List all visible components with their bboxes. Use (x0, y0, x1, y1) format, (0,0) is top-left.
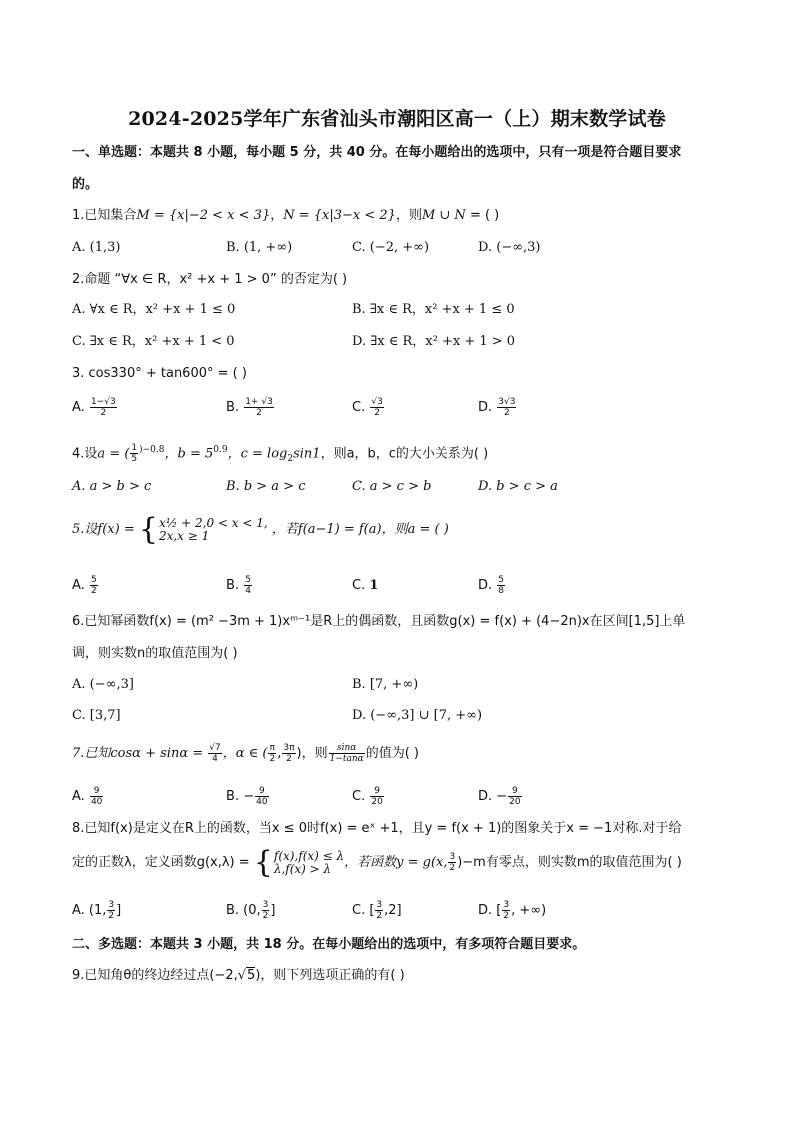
q9-prefix: 9.已知角θ的终边经过点(−2, (72, 968, 238, 983)
q3-c-den: 2 (374, 408, 380, 418)
q5-d-den: 8 (498, 586, 505, 596)
q8-a-frac (107, 900, 115, 921)
q5-b-den: 4 (245, 586, 251, 596)
q9-suffix: )，则下列选项正确的有( ) (255, 968, 405, 983)
q7-f4-den: 1−tanα (329, 754, 364, 764)
q1-option-a: A. (1,3) (72, 240, 121, 255)
q8-c-den: 2 (376, 911, 383, 921)
q4-a-exp: )−0.8 (139, 445, 165, 455)
q1-suffix: = ( ) (465, 208, 500, 223)
q1-mid: ，则 (395, 208, 422, 223)
q4-a-frac (130, 443, 138, 464)
q8-brace: { (253, 844, 273, 880)
section1-heading-cont (72, 176, 98, 194)
q3-d-frac (497, 397, 516, 418)
q8-d-num: 3 (503, 900, 510, 910)
q3-option-d (478, 397, 517, 418)
q7-f2-num: π (269, 743, 276, 753)
q3-d-label: D. (478, 400, 493, 415)
q9-sqrt-value: 5 (247, 968, 256, 983)
exam-title: 2024-2025学年广东省汕头市潮阳区高一（上）期末数学试卷 (128, 108, 666, 130)
question-5 (72, 513, 449, 549)
q7-option-b (226, 786, 270, 807)
q8-c-frac (375, 900, 383, 921)
q5-b-num: 5 (245, 575, 251, 585)
q5-cases (159, 517, 268, 543)
q7-mid: ，α ∈ ( (222, 746, 268, 761)
q7-a-num: 9 (90, 786, 103, 797)
q6-option-c: C. [3,7] (72, 708, 121, 723)
q1-option-b: B. (1, +∞) (226, 240, 293, 255)
q4-suffix: ，则a，b，c的大小关系为( ) (320, 446, 489, 462)
q4-a-den: 5 (131, 454, 138, 465)
q7-d-num: 9 (508, 786, 521, 797)
q1-set-n: N = {x|3−x < 2} (283, 208, 396, 223)
q8-a-tail: ] (116, 903, 122, 918)
q7-suffix: 的值为( ) (365, 746, 419, 761)
q8-line2-tail: )−m有零点，则实数m的取值范围为( ) (457, 855, 682, 870)
q7-c-num: 9 (370, 786, 383, 797)
q1-sep: ， (270, 208, 284, 223)
q5-option-a (72, 575, 99, 596)
q8-d-den: 2 (503, 911, 510, 921)
q2-option-c: C. ∃x ∈ R，x² +x + 1 < 0 (72, 334, 235, 349)
q9-sqrt-sign: √ (237, 968, 247, 983)
q2-option-d: D. ∃x ∈ R，x² +x + 1 > 0 (352, 334, 516, 349)
question-3: 3. cos330° + tan600° = ( ) (72, 366, 247, 381)
q5-a-frac (90, 575, 98, 596)
q3-c-label: C. (352, 400, 366, 415)
q8-b-tail: ] (270, 903, 276, 918)
question-9 (72, 967, 405, 985)
q8-option-a (72, 900, 121, 921)
q3-c-num: √3 (371, 397, 383, 407)
q4-a-num: 1 (131, 443, 138, 454)
question-4 (72, 441, 488, 468)
q8-a-den: 2 (108, 911, 115, 921)
q7-b-sign: − (243, 789, 255, 804)
q1-prefix: 1.已知集合 (72, 208, 137, 223)
q3-d-num: 3√3 (498, 397, 516, 407)
q4-b-part: ，b = 5 (164, 446, 214, 462)
q8-case2: λ,f(x) > λ (273, 861, 332, 876)
q4-a-lhs: a = ( (97, 446, 130, 462)
q8-b-num: 3 (262, 900, 269, 910)
q8-a-num: 3 (108, 900, 115, 910)
q7-a-frac (90, 786, 103, 807)
q5-case2: 2x,x ≥ 1 (158, 528, 210, 543)
q5-piecewise (138, 511, 268, 547)
q8-option-d (478, 900, 546, 921)
q8-c-tail: ,2] (384, 903, 402, 918)
q7-option-d (478, 786, 523, 807)
q5-prefix: 5.设f(x) = (72, 522, 135, 537)
q4-prefix: 4.设 (72, 446, 98, 462)
q7-c-den: 20 (371, 797, 383, 807)
q5-b-frac (244, 575, 252, 596)
q5-c-label: C. (352, 578, 366, 593)
q8-c-num: 3 (376, 900, 383, 910)
q8-d-frac (502, 900, 510, 921)
q6-option-b: B. [7, +∞) (352, 677, 419, 692)
q5-option-b (226, 575, 253, 596)
q8-d-tail: , +∞) (511, 903, 547, 918)
q8-frac (448, 852, 456, 873)
q3-option-c (352, 397, 385, 418)
q7-b-num: 9 (255, 786, 268, 797)
question-2: 2.命题 “∀x ∈ R，x² +x + 1 > 0” 的否定为( ) (72, 272, 348, 287)
q3-d-den: 2 (504, 408, 510, 418)
q1-option-c: C. (−2, +∞) (352, 240, 430, 255)
q4-c-sub: 2 (287, 453, 294, 464)
q7-d-label: D. − (478, 789, 508, 804)
q7-f3-den: 2 (286, 754, 292, 764)
q8-b-den: 2 (262, 911, 269, 921)
q5-a-num: 5 (90, 575, 97, 585)
q3-a-num: 1−√3 (90, 397, 116, 407)
q8-line2-suffix: ，若函数y = g(x, (344, 855, 448, 870)
q7-b-frac (255, 786, 268, 807)
q2-option-a: A. ∀x ∈ R，x² +x + 1 ≤ 0 (72, 302, 236, 317)
q8-case1: f(x),f(x) ≤ λ (273, 848, 345, 863)
q7-frac-pi2 (268, 743, 276, 764)
q8-piecewise (253, 844, 345, 880)
q6-option-a: A. (−∞,3] (72, 677, 134, 692)
q3-option-b (226, 397, 275, 418)
q8-line2-prefix: 定的正数λ，定义函数g(x,λ) = (72, 855, 250, 870)
q3-b-den: 2 (256, 408, 262, 418)
q5-d-num: 5 (498, 575, 505, 585)
q3-c-frac (370, 397, 383, 418)
q5-a-den: 2 (90, 586, 97, 596)
q3-a-den: 2 (100, 408, 107, 418)
q8-option-b (226, 900, 275, 921)
question-8-line2 (72, 846, 682, 882)
q8-frac-num: 3 (449, 852, 456, 862)
q8-c-label: C. [ (352, 903, 375, 918)
q7-frac-3pi2 (282, 743, 295, 764)
q3-b-frac (244, 397, 274, 418)
q3-b-num: 1+ √3 (245, 397, 273, 407)
q3-a-frac (90, 397, 117, 418)
q7-f1-num: √7 (209, 743, 221, 753)
q3-b-label: B. (226, 400, 240, 415)
q5-case1: x½ + 2,0 < x < 1, (158, 515, 268, 530)
q4-c-part: ，c = log (227, 446, 288, 462)
q7-f2-den: 2 (269, 754, 276, 764)
question-8-line1: 8.已知f(x)是定义在R上的函数，当x ≤ 0时f(x) = eˣ +1，且y = f(x + 1)的图象关于x = −1对称.对于给 (72, 821, 682, 836)
q8-cases (274, 850, 344, 876)
q5-brace: { (138, 511, 158, 547)
q4-option-c: C. a > c > b (352, 479, 432, 494)
q7-d-frac (508, 786, 521, 807)
q5-b-label: B. (226, 578, 240, 593)
section1-heading-line2: 的。 (72, 177, 99, 192)
q7-c-label: C. (352, 789, 366, 804)
q3-option-a (72, 397, 118, 418)
q7-c-frac (370, 786, 383, 807)
q8-b-label: B. (0, (226, 903, 261, 918)
q7-frac-sqrt7 (208, 743, 221, 764)
q7-option-c (352, 786, 385, 807)
q7-a-den: 40 (90, 797, 103, 807)
q7-b-label: B. (226, 789, 240, 804)
q5-d-label: D. (478, 578, 493, 593)
q7-option-a (72, 786, 104, 807)
q1-set-m: M = {x|−2 < x < 3} (136, 208, 271, 223)
section1-heading (72, 144, 681, 162)
section2-heading: 二、多选题：本题共 3 小题，共 18 分。在每小题给出的选项中，有多项符合题目要求。 (72, 937, 586, 952)
question-6-line1: 6.已知幂函数f(x) = (m² −3m + 1)xᵐ⁻¹是R上的偶函数，且函数g(x) = f(x) + (4−2n)x在区间[1,5]上单 (72, 614, 686, 629)
q7-prefix: 7.已知cosα + sinα = (72, 746, 204, 761)
q5-option-c (352, 577, 378, 595)
question-7 (72, 743, 419, 764)
q4-option-a: A. a > b > c (72, 479, 152, 494)
q1-option-d: D. (−∞,3) (478, 240, 541, 255)
q4-option-d: D. b > c > a (478, 479, 558, 494)
section1-heading-line1: 一、单选题：本题共 8 小题，每小题 5 分，共 40 分。在每小题给出的选项中，只有一项是符合题目要求 (72, 145, 682, 160)
q7-f3-num: 3π (283, 743, 295, 753)
question-6-line2: 调，则实数n的取值范围为( ) (72, 646, 238, 661)
q2-option-b: B. ∃x ∈ R，x² +x + 1 ≤ 0 (352, 302, 515, 317)
q8-d-label: D. [ (478, 903, 502, 918)
q8-b-frac (262, 900, 270, 921)
q7-b-den: 40 (256, 797, 268, 807)
q5-d-frac (497, 575, 505, 596)
q5-option-d (478, 575, 506, 596)
q8-option-c (352, 900, 402, 921)
q7-frac-expr (329, 743, 365, 764)
q4-b-exp: 0.9 (213, 445, 228, 455)
q7-comma: , (277, 746, 282, 761)
q7-f4-num: sinα (329, 743, 365, 754)
q1-union: M ∪ N (421, 208, 466, 223)
q7-d-den: 20 (509, 797, 521, 807)
q8-frac-den: 2 (449, 863, 456, 873)
q5-suffix: ，若f(a−1) = f(a)，则a = ( ) (271, 522, 449, 537)
q8-a-label: A. (1, (72, 903, 107, 918)
q4-option-b: B. b > a > c (226, 479, 306, 494)
q4-c-tail: sin1 (293, 446, 321, 462)
q5-c-value: 1 (369, 578, 379, 593)
q7-f1-den: 4 (212, 754, 218, 764)
q7-a-label: A. (72, 789, 85, 804)
q3-a-label: A. (72, 400, 85, 415)
q7-mid2: )，则 (296, 746, 328, 761)
q5-a-label: A. (72, 578, 85, 593)
q6-option-d: D. (−∞,3] ∪ [7, +∞) (352, 708, 483, 723)
question-1 (72, 207, 499, 225)
